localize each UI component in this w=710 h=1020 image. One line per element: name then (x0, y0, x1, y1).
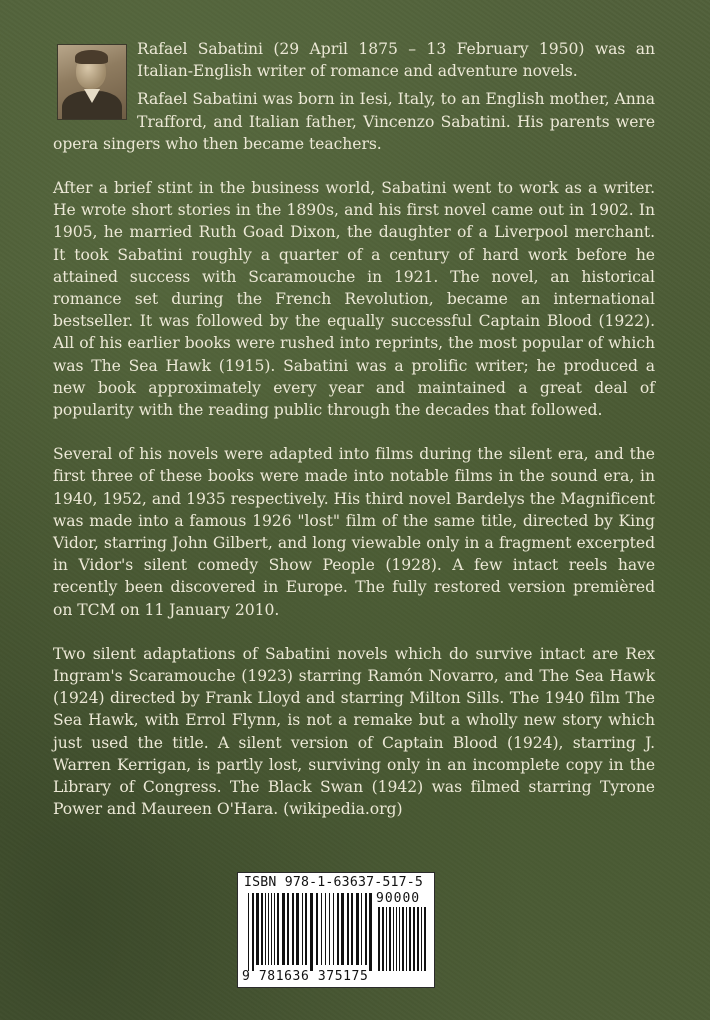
bio-paragraph-1: Rafael Sabatini (29 April 1875 – 13 February 1950) was an Italian-English writer of romance and adventure novels. (137, 40, 655, 81)
barcode-addon-bar (393, 907, 394, 971)
barcode-bar (302, 893, 303, 965)
barcode-bar (252, 893, 254, 971)
barcode-bar (265, 893, 266, 965)
barcode-bar (296, 893, 299, 965)
barcode-bar (277, 893, 279, 965)
barcode-bar (248, 893, 249, 971)
barcode-addon-bar (417, 907, 419, 971)
barcode-bar (351, 893, 353, 965)
bio-paragraph-4: Several of his novels were adapted into films during the silent era, and the first three of these books were made into notable films in the sound era, in 1940, 1952, and 1935 respectively. His third novel Bardelys the Magnificent was made into a famous 1926 "lost" film of the same title, directed by King Vidor, starring John Gilbert, and long viewable only in a fragment excerpted in Vidor's silent comedy Show People (1928). A few intact reels have recently been discovered in Europe. The fully restored version premièred on TCM on 11 January 2010. (53, 445, 655, 619)
back-cover-text (53, 38, 655, 843)
barcode-bar (347, 893, 349, 965)
barcode-addon-bar (399, 907, 400, 971)
barcode-bar (287, 893, 289, 965)
barcode-addon-bar (421, 907, 422, 971)
barcode-addon-bar (389, 907, 391, 971)
barcode-bar (256, 893, 259, 965)
bio-paragraph-2: Rafael Sabatini was born in Iesi, Italy, to an English mother, Anna Trafford, and Italian father, Vincenzo Sabatini. His parents were opera singers who then became teachers. (53, 90, 655, 153)
barcode-bar (310, 893, 313, 971)
bio-paragraph-3: After a brief stint in the business world, Sabatini went to work as a writer. He wrote short stories in the 1890s, and his first novel came out in 1902. In 1905, he married Ruth Goad Dixon, the daughter of a Liverpool merchant. It took Sabatini roughly a quarter of a century of hard work before he attained success with Scaramouche in 1921. The novel, an historical romance set during the French Revolution, became an international bestseller. It was followed by the equally successful Captain Blood (1922). All of his earlier books were rushed into reprints, the most popular of which was The Sea Hawk (1915). Sabatini was a prolific writer; he produced a new book approximately every year and maintained a great deal of popularity with the reading public through the decades that followed. (53, 179, 655, 420)
barcode-addon-bar (424, 907, 426, 971)
barcode-bar (268, 893, 269, 965)
barcode-bar (369, 893, 372, 971)
barcode-bar (292, 893, 294, 965)
barcode-bar (305, 893, 307, 965)
barcode-bar (321, 893, 322, 965)
isbn-barcode (237, 872, 435, 988)
bio-paragraph-5: Two silent adaptations of Sabatini novels which do survive intact are Rex Ingram's Scaramouche (1923) starring Ramón Novarro, and The Sea Hawk (1924) directed by Frank Lloyd and starring Milton Sills. The 1940 film The Sea Hawk, with Errol Flynn, is not a remake but a wholly new story which just used the title. A silent version of Captain Blood (1924), starring J. Warren Kerrigan, is partly lost, surviving only in an incomplete copy in the Library of Congress. The Black Swan (1942) was filmed starring Tyrone Power and Maureen O'Hara. (wikipedia.org) (53, 644, 655, 819)
barcode-addon-bar (386, 907, 387, 971)
barcode-addon-bar (409, 907, 411, 971)
isbn-label: ISBN 978-1-63637-517-5 (244, 875, 424, 890)
barcode-bar (361, 893, 362, 965)
barcode-addon-bar (413, 907, 415, 971)
price-code: 90000 (376, 891, 421, 906)
barcode-bar (282, 893, 285, 965)
barcode-bar (333, 893, 334, 965)
barcode-bar (325, 893, 326, 965)
barcode-addon-bar (406, 907, 407, 971)
barcode-addon-bar (402, 907, 404, 971)
barcode-bar (365, 893, 367, 965)
barcode-bar (261, 893, 263, 965)
barcode-bar (356, 893, 359, 965)
barcode-bar (337, 893, 339, 965)
barcode-bar (341, 893, 344, 965)
barcode-bar (316, 893, 318, 965)
barcode-bar (329, 893, 330, 965)
barcode-addon-bar (378, 907, 380, 971)
barcode-addon-bar (382, 907, 384, 971)
barcode-digits: 9 781636 375175 (242, 969, 369, 984)
barcode-addon-bar (396, 907, 397, 971)
author-portrait-photo (57, 44, 127, 120)
barcode-bar (271, 893, 272, 965)
barcode-bar (274, 893, 275, 965)
